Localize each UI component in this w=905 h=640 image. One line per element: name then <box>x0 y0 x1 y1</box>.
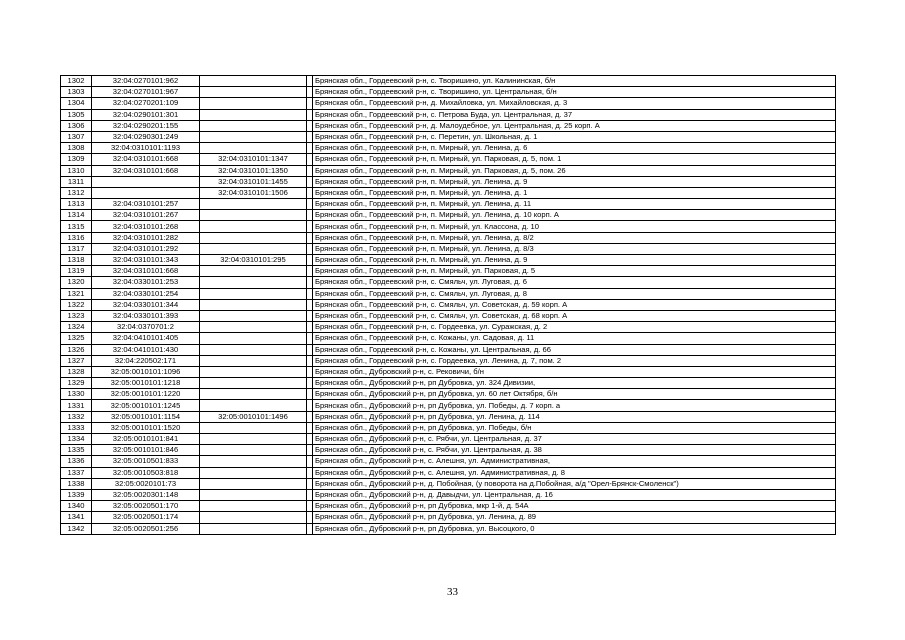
row-number-cell: 1336 <box>61 456 92 467</box>
table-row <box>61 400 836 411</box>
table-row <box>61 467 836 478</box>
row-number-cell: 1328 <box>61 366 92 377</box>
cadastral-number-cell: 32:04:0310101:267 <box>92 210 200 221</box>
related-cadastral-cell <box>200 288 307 299</box>
table-row <box>61 232 836 243</box>
row-number-cell: 1310 <box>61 165 92 176</box>
related-cadastral-cell <box>200 355 307 366</box>
registry-table-body <box>61 76 836 535</box>
row-number-cell: 1319 <box>61 266 92 277</box>
row-number-cell: 1320 <box>61 277 92 288</box>
address-cell: Брянская обл., Гордеевский р-н, с. Смяльч, ул. Советская, д. 68 корп. А <box>313 310 836 321</box>
table-row <box>61 243 836 254</box>
cadastral-number-cell: 32:04:0310101:668 <box>92 165 200 176</box>
related-cadastral-cell: 32:04:0310101:1347 <box>200 154 307 165</box>
table-row <box>61 445 836 456</box>
related-cadastral-cell: 32:04:0310101:1455 <box>200 176 307 187</box>
row-number-cell: 1306 <box>61 120 92 131</box>
related-cadastral-cell <box>200 87 307 98</box>
cadastral-number-cell: 32:04:0410101:405 <box>92 333 200 344</box>
table-row <box>61 378 836 389</box>
row-number-cell: 1324 <box>61 322 92 333</box>
related-cadastral-cell <box>200 512 307 523</box>
related-cadastral-cell <box>200 310 307 321</box>
related-cadastral-cell <box>200 389 307 400</box>
row-number-cell: 1340 <box>61 501 92 512</box>
related-cadastral-cell <box>200 378 307 389</box>
cadastral-number-cell: 32:04:0410101:430 <box>92 344 200 355</box>
row-number-cell: 1317 <box>61 243 92 254</box>
address-cell: Брянская обл., Дубровский р-н, с. Рековичи, б/н <box>313 366 836 377</box>
related-cadastral-cell <box>200 143 307 154</box>
row-number-cell: 1334 <box>61 434 92 445</box>
cadastral-number-cell: 32:05:0010101:1245 <box>92 400 200 411</box>
table-row <box>61 322 836 333</box>
row-number-cell: 1332 <box>61 411 92 422</box>
table-row <box>61 389 836 400</box>
address-cell: Брянская обл., Дубровский р-н, рп Дубровка, ул. Ленина, д. 89 <box>313 512 836 523</box>
cadastral-number-cell: 32:04:0270201:109 <box>92 98 200 109</box>
cadastral-number-cell: 32:04:0310101:257 <box>92 199 200 210</box>
address-cell: Брянская обл., Дубровский р-н, рп Дубровка, ул. Победы, б/н <box>313 422 836 433</box>
related-cadastral-cell: 32:04:0310101:1506 <box>200 187 307 198</box>
table-row <box>61 299 836 310</box>
address-cell: Брянская обл., Дубровский р-н, рп Дубровка, ул. 60 лет Октября, б/н <box>313 389 836 400</box>
address-cell: Брянская обл., Гордеевский р-н, д. Михайловка, ул. Михайловская, д. 3 <box>313 98 836 109</box>
address-cell: Брянская обл., Дубровский р-н, д. Давыдчи, ул. Центральная, д. 16 <box>313 489 836 500</box>
table-row <box>61 288 836 299</box>
cadastral-number-cell: 32:05:0010503:818 <box>92 467 200 478</box>
address-cell: Брянская обл., Дубровский р-н, рп Дубровка, мкр 1-й, д. 54А <box>313 501 836 512</box>
address-cell: Брянская обл., Дубровский р-н, с. Рябчи, ул. Центральная, д. 38 <box>313 445 836 456</box>
row-number-cell: 1333 <box>61 422 92 433</box>
table-row <box>61 154 836 165</box>
row-number-cell: 1338 <box>61 478 92 489</box>
cadastral-number-cell: 32:04:0330101:254 <box>92 288 200 299</box>
row-number-cell: 1337 <box>61 467 92 478</box>
cadastral-number-cell: 32:04:0310101:292 <box>92 243 200 254</box>
table-row <box>61 143 836 154</box>
related-cadastral-cell <box>200 333 307 344</box>
cadastral-number-cell: 32:04:0310101:282 <box>92 232 200 243</box>
table-row <box>61 165 836 176</box>
table-row <box>61 176 836 187</box>
row-number-cell: 1312 <box>61 187 92 198</box>
row-number-cell: 1341 <box>61 512 92 523</box>
table-row <box>61 355 836 366</box>
address-cell: Брянская обл., Гордеевский р-н, с. Кожаны, ул. Центральная, д. 66 <box>313 344 836 355</box>
address-cell: Брянская обл., Гордеевский р-н, с. Перетин, ул. Школьная, д. 1 <box>313 131 836 142</box>
table-row <box>61 266 836 277</box>
row-number-cell: 1331 <box>61 400 92 411</box>
row-number-cell: 1313 <box>61 199 92 210</box>
table-row <box>61 344 836 355</box>
table-row <box>61 221 836 232</box>
cadastral-number-cell: 32:04:0370701:2 <box>92 322 200 333</box>
related-cadastral-cell <box>200 422 307 433</box>
table-row <box>61 489 836 500</box>
cadastral-number-cell: 32:04:0270101:967 <box>92 87 200 98</box>
cadastral-number-cell: 32:04:0310101:1193 <box>92 143 200 154</box>
address-cell: Брянская обл., Дубровский р-н, д. Побойная, (у поворота на д.Побойная, а/д "Орел-Брянск-Смоленск") <box>313 478 836 489</box>
address-cell: Брянская обл., Гордеевский р-н, с. Гордеевка, ул. Суражская, д. 2 <box>313 322 836 333</box>
row-number-cell: 1339 <box>61 489 92 500</box>
table-row <box>61 411 836 422</box>
cadastral-number-cell: 32:05:0010101:846 <box>92 445 200 456</box>
table-row <box>61 187 836 198</box>
address-cell: Брянская обл., Гордеевский р-н, с. Кожаны, ул. Садовая, д. 11 <box>313 333 836 344</box>
row-number-cell: 1302 <box>61 76 92 87</box>
related-cadastral-cell <box>200 366 307 377</box>
cadastral-number-cell: 32:05:0010101:1218 <box>92 378 200 389</box>
row-number-cell: 1327 <box>61 355 92 366</box>
related-cadastral-cell <box>200 277 307 288</box>
cadastral-number-cell: 32:05:0010101:1154 <box>92 411 200 422</box>
address-cell: Брянская обл., Дубровский р-н, с. Рябчи, ул. Центральная, д. 37 <box>313 434 836 445</box>
table-row <box>61 87 836 98</box>
address-cell: Брянская обл., Дубровский р-н, рп Дубровка, ул. Высоцкого, 0 <box>313 523 836 534</box>
table-row <box>61 512 836 523</box>
address-cell: Брянская обл., Гордеевский р-н, с. Гордеевка, ул. Ленина, д. 7, пом. 2 <box>313 355 836 366</box>
row-number-cell: 1315 <box>61 221 92 232</box>
address-cell: Брянская обл., Гордеевский р-н, п. Мирный, ул. Ленина, д. 9 <box>313 176 836 187</box>
related-cadastral-cell <box>200 221 307 232</box>
related-cadastral-cell <box>200 501 307 512</box>
related-cadastral-cell <box>200 523 307 534</box>
related-cadastral-cell <box>200 98 307 109</box>
address-cell: Брянская обл., Гордеевский р-н, п. Мирный, ул. Классона, д. 10 <box>313 221 836 232</box>
table-row <box>61 310 836 321</box>
cadastral-number-cell: 32:05:0020501:174 <box>92 512 200 523</box>
cadastral-number-cell: 32:04:0290301:249 <box>92 131 200 142</box>
cadastral-number-cell: 32:05:0020501:256 <box>92 523 200 534</box>
address-cell: Брянская обл., Гордеевский р-н, п. Мирный, ул. Ленина, д. 1 <box>313 187 836 198</box>
related-cadastral-cell <box>200 76 307 87</box>
row-number-cell: 1309 <box>61 154 92 165</box>
row-number-cell: 1307 <box>61 131 92 142</box>
related-cadastral-cell: 32:05:0010101:1496 <box>200 411 307 422</box>
related-cadastral-cell <box>200 467 307 478</box>
cadastral-number-cell: 32:04:0330101:253 <box>92 277 200 288</box>
address-cell: Брянская обл., Гордеевский р-н, д. Малоудебное, ул. Центральная, д. 25 корп. А <box>313 120 836 131</box>
address-cell: Брянская обл., Гордеевский р-н, п. Мирный, ул. Ленина, д. 8/2 <box>313 232 836 243</box>
related-cadastral-cell <box>200 434 307 445</box>
table-row <box>61 434 836 445</box>
table-row <box>61 501 836 512</box>
table-row <box>61 76 836 87</box>
table-row <box>61 422 836 433</box>
row-number-cell: 1318 <box>61 255 92 266</box>
cadastral-number-cell: 32:04:0290101:301 <box>92 109 200 120</box>
row-number-cell: 1305 <box>61 109 92 120</box>
related-cadastral-cell: 32:04:0310101:295 <box>200 255 307 266</box>
cadastral-number-cell: 32:04:0330101:393 <box>92 310 200 321</box>
table-row <box>61 523 836 534</box>
cadastral-number-cell: 32:05:0010101:1220 <box>92 389 200 400</box>
related-cadastral-cell <box>200 344 307 355</box>
registry-table <box>60 75 836 535</box>
related-cadastral-cell <box>200 400 307 411</box>
cadastral-number-cell: 32:04:0330101:344 <box>92 299 200 310</box>
cadastral-number-cell: 32:05:0010101:1520 <box>92 422 200 433</box>
related-cadastral-cell <box>200 120 307 131</box>
related-cadastral-cell <box>200 322 307 333</box>
cadastral-number-cell: 32:05:0010501:833 <box>92 456 200 467</box>
row-number-cell: 1325 <box>61 333 92 344</box>
row-number-cell: 1326 <box>61 344 92 355</box>
related-cadastral-cell <box>200 131 307 142</box>
table-row <box>61 478 836 489</box>
cadastral-number-cell: 32:04:220502:171 <box>92 355 200 366</box>
row-number-cell: 1311 <box>61 176 92 187</box>
address-cell: Брянская обл., Дубровский р-н, с. Алешня, ул. Административная, д. 8 <box>313 467 836 478</box>
address-cell: Брянская обл., Гордеевский р-н, с. Творишино, ул. Калининская, б/н <box>313 76 836 87</box>
cadastral-number-cell: 32:04:0310101:668 <box>92 154 200 165</box>
address-cell: Брянская обл., Гордеевский р-н, п. Мирный, ул. Ленина, д. 6 <box>313 143 836 154</box>
row-number-cell: 1342 <box>61 523 92 534</box>
cadastral-number-cell: 32:04:0310101:668 <box>92 266 200 277</box>
related-cadastral-cell <box>200 266 307 277</box>
cadastral-number-cell: 32:04:0310101:268 <box>92 221 200 232</box>
table-row <box>61 277 836 288</box>
address-cell: Брянская обл., Гордеевский р-н, п. Мирный, ул. Ленина, д. 10 корп. А <box>313 210 836 221</box>
table-row <box>61 131 836 142</box>
address-cell: Брянская обл., Гордеевский р-н, п. Мирный, ул. Парковая, д. 5 <box>313 266 836 277</box>
cadastral-number-cell: 32:05:0010101:841 <box>92 434 200 445</box>
address-cell: Брянская обл., Гордеевский р-н, п. Мирный, ул. Ленина, д. 11 <box>313 199 836 210</box>
address-cell: Брянская обл., Гордеевский р-н, с. Творишино, ул. Центральная, б/н <box>313 87 836 98</box>
table-row <box>61 120 836 131</box>
row-number-cell: 1316 <box>61 232 92 243</box>
cadastral-number-cell: 32:05:0010101:1096 <box>92 366 200 377</box>
address-cell: Брянская обл., Гордеевский р-н, п. Мирный, ул. Парковая, д. 5, пом. 1 <box>313 154 836 165</box>
table-row <box>61 255 836 266</box>
cadastral-number-cell: 32:05:0020501:170 <box>92 501 200 512</box>
table-row <box>61 199 836 210</box>
cadastral-number-cell: 32:04:0290201:155 <box>92 120 200 131</box>
cadastral-number-cell <box>92 187 200 198</box>
cadastral-number-cell: 32:04:0310101:343 <box>92 255 200 266</box>
address-cell: Брянская обл., Дубровский р-н, рп Дубровка, ул. 324 Дивизии, <box>313 378 836 389</box>
address-cell: Брянская обл., Гордеевский р-н, п. Мирный, ул. Ленина, д. 9 <box>313 255 836 266</box>
address-cell: Брянская обл., Гордеевский р-н, п. Мирный, ул. Парковая, д. 5, пом. 26 <box>313 165 836 176</box>
row-number-cell: 1323 <box>61 310 92 321</box>
address-cell: Брянская обл., Дубровский р-н, рп Дубровка, ул. Ленина, д. 114 <box>313 411 836 422</box>
table-row <box>61 333 836 344</box>
related-cadastral-cell <box>200 210 307 221</box>
row-number-cell: 1303 <box>61 87 92 98</box>
related-cadastral-cell <box>200 109 307 120</box>
related-cadastral-cell <box>200 243 307 254</box>
table-row <box>61 98 836 109</box>
table-row <box>61 456 836 467</box>
row-number-cell: 1321 <box>61 288 92 299</box>
address-cell: Брянская обл., Гордеевский р-н, с. Петрова Буда, ул. Центральная, д. 37 <box>313 109 836 120</box>
cadastral-number-cell: 32:04:0270101:962 <box>92 76 200 87</box>
row-number-cell: 1314 <box>61 210 92 221</box>
row-number-cell: 1322 <box>61 299 92 310</box>
row-number-cell: 1308 <box>61 143 92 154</box>
address-cell: Брянская обл., Гордеевский р-н, с. Смяльч, ул. Советская, д. 59 корп. А <box>313 299 836 310</box>
page-number: 33 <box>447 586 458 598</box>
related-cadastral-cell <box>200 456 307 467</box>
address-cell: Брянская обл., Гордеевский р-н, п. Мирный, ул. Ленина, д. 8/3 <box>313 243 836 254</box>
related-cadastral-cell <box>200 478 307 489</box>
row-number-cell: 1330 <box>61 389 92 400</box>
related-cadastral-cell <box>200 489 307 500</box>
row-number-cell: 1329 <box>61 378 92 389</box>
related-cadastral-cell <box>200 445 307 456</box>
cadastral-number-cell <box>92 176 200 187</box>
cadastral-number-cell: 32:05:0020101:73 <box>92 478 200 489</box>
related-cadastral-cell <box>200 232 307 243</box>
related-cadastral-cell: 32:04:0310101:1350 <box>200 165 307 176</box>
table-row <box>61 366 836 377</box>
address-cell: Брянская обл., Гордеевский р-н, с. Смяльч, ул. Луговая, д. 8 <box>313 288 836 299</box>
table-row <box>61 210 836 221</box>
address-cell: Брянская обл., Дубровский р-н, рп Дубровка, ул. Победы, д. 7 корп. а <box>313 400 836 411</box>
row-number-cell: 1304 <box>61 98 92 109</box>
row-number-cell: 1335 <box>61 445 92 456</box>
table-row <box>61 109 836 120</box>
cadastral-number-cell: 32:05:0020301:148 <box>92 489 200 500</box>
address-cell: Брянская обл., Гордеевский р-н, с. Смяльч, ул. Луговая, д. 6 <box>313 277 836 288</box>
address-cell: Брянская обл., Дубровский р-н, с. Алешня, ул. Административная, <box>313 456 836 467</box>
related-cadastral-cell <box>200 299 307 310</box>
related-cadastral-cell <box>200 199 307 210</box>
